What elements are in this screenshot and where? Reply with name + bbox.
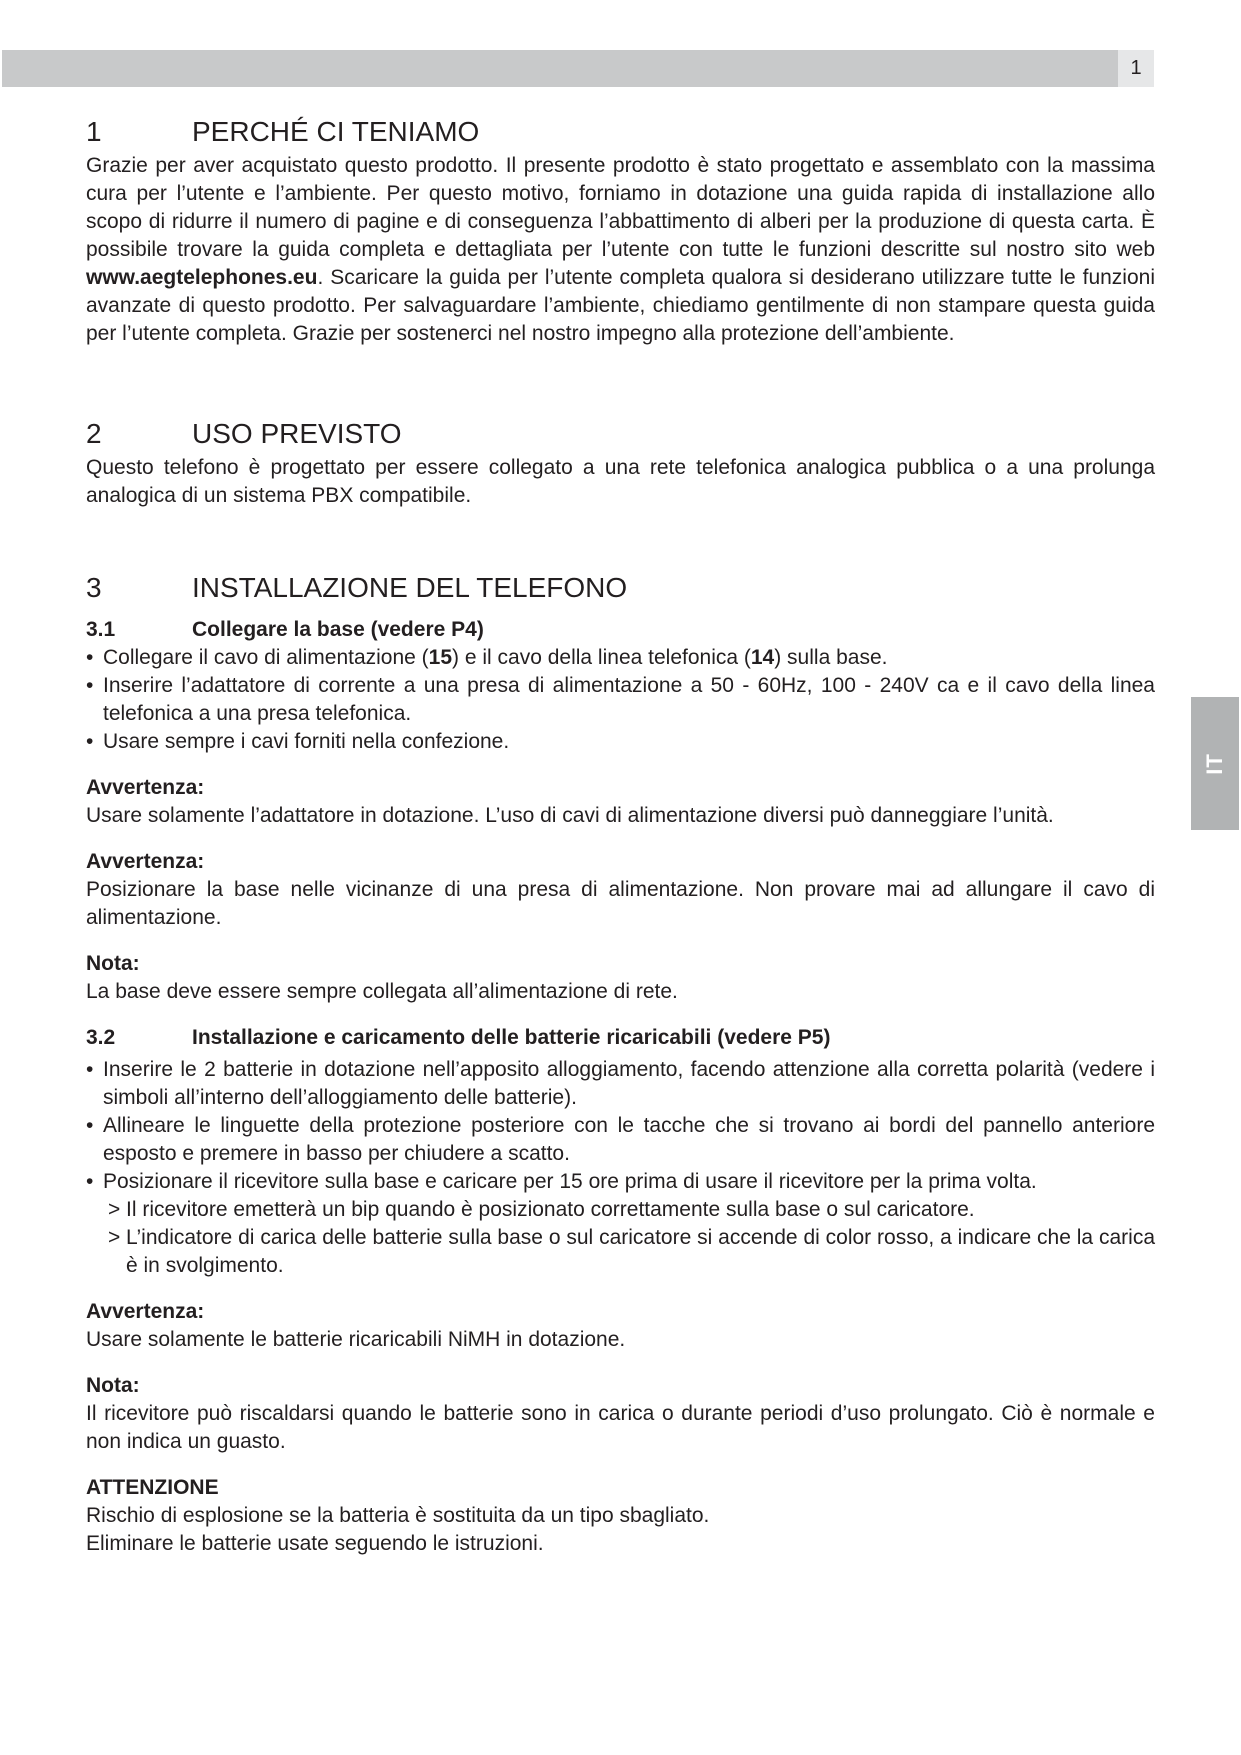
subsection-title: Installazione e caricamento delle batterie ricaricabili (vedere P5): [192, 1026, 831, 1049]
language-tab-label: IT: [1202, 752, 1227, 775]
header-bar: [2, 50, 1118, 87]
section-2-body: Questo telefono è progettato per essere collegato a una rete telefonica analogica pubblica o a una prolunga analogica di un sistema PBX compatibile.: [86, 456, 1155, 507]
section-title: PERCHÉ CI TENIAMO: [192, 116, 480, 147]
sub-list: [108, 1196, 1155, 1280]
page-number: 1: [1118, 50, 1154, 87]
warning-label: Avvertenza:: [86, 850, 205, 873]
subsection-number: 3.1: [86, 618, 116, 641]
list-item: [86, 644, 1155, 672]
subsection-3-1-list: [86, 644, 1155, 756]
section-number: 1: [86, 116, 102, 147]
subsection-number: 3.2: [86, 1026, 116, 1049]
document-content: [86, 114, 1155, 1558]
section-title: USO PREVISTO: [192, 418, 402, 449]
list-item-text: Collegare il cavo di alimentazione (: [103, 646, 429, 669]
warning-text: Usare solamente le batterie ricaricabili NiMH in dotazione.: [86, 1328, 626, 1351]
section-2-heading: [86, 416, 1155, 452]
attention-text: Eliminare le batterie usate seguendo le istruzioni.: [86, 1532, 544, 1555]
section-number: 3: [86, 572, 102, 603]
subsection-3-2-heading: [86, 1024, 1155, 1052]
attention-label: ATTENZIONE: [86, 1476, 219, 1499]
list-item: • Allineare le linguette della protezione posteriore con le tacche che si trovano ai bordi del pannello anteriore esposto e premere in basso per chiudere a scatto.: [86, 1112, 1155, 1168]
list-item: • Inserire le 2 batterie in dotazione nell’apposito alloggiamento, facendo attenzione alla corretta polarità (vedere i simboli all’interno dell’alloggiamento delle batterie).: [86, 1056, 1155, 1112]
list-item-text: ) sulla base.: [774, 646, 888, 669]
callout-number: 14: [750, 646, 775, 669]
note-label: Nota:: [86, 952, 140, 975]
list-item: • Usare sempre i cavi forniti nella confezione.: [86, 728, 1155, 756]
warning-text: Usare solamente l’adattatore in dotazione. L’uso di cavi di alimentazione diversi può danneggiare l’unità.: [86, 804, 1054, 827]
section-number: 2: [86, 418, 102, 449]
warning-text: Posizionare la base nelle vicinanze di una presa di alimentazione. Non provare mai ad allungare il cavo di alimentazione.: [86, 878, 1155, 929]
note-label: Nota:: [86, 1374, 140, 1397]
section-1-heading: [86, 114, 1155, 150]
section-title: INSTALLAZIONE DEL TELEFONO: [192, 572, 628, 603]
subsection-title: Collegare la base (vedere P4): [192, 618, 484, 641]
warning-label: Avvertenza:: [86, 776, 205, 799]
list-item: [86, 1168, 1155, 1280]
sub-list-item: > L’indicatore di carica delle batterie sulla base o sul caricatore si accende di color rosso, a indicare che la carica è in svolgimento.: [108, 1224, 1155, 1280]
sub-list-item: > Il ricevitore emetterà un bip quando è posizionato correttamente sulla base o sul caricatore.: [108, 1196, 1155, 1224]
list-item-text: Posizionare il ricevitore sulla base e caricare per 15 ore prima di usare il ricevitore per la prima volta.: [103, 1170, 1037, 1193]
section-1-body: [86, 152, 1155, 348]
body-text: Grazie per aver acquistato questo prodotto. Il presente prodotto è stato progettato e assemblato con la massima cura per l’utente e l’ambiente. Per questo motivo, forniamo in dotazione una guida rapida di installazione allo scopo di ridurre il numero di pagine e di conseguenza l’abbattimento di alberi per la produzione di questa carta. È possibile trovare la guida completa e dettagliata per l’utente con tutte le funzioni descritte sul nostro sito web: [86, 154, 1155, 261]
section-3-heading: [86, 570, 1155, 606]
warning-label: Avvertenza:: [86, 1300, 205, 1323]
note-text: La base deve essere sempre collegata all’alimentazione di rete.: [86, 980, 678, 1003]
note-text: Il ricevitore può riscaldarsi quando le batterie sono in carica o durante periodi d’uso prolungato. Ciò è normale e non indica un guasto.: [86, 1402, 1155, 1453]
website-link[interactable]: www.aegtelephones.eu: [86, 266, 318, 289]
list-item-text: ) e il cavo della linea telefonica (: [452, 646, 751, 669]
language-tab: [1191, 697, 1239, 830]
body-text: . Scaricare la guida per l’utente completa qualora si desiderano utilizzare tutte le funzioni avanzate di questo prodotto. Per salvaguardare l’ambiente, chiediamo gentilmente di non stampare questa guida per l’utente completa. Grazie per sostenerci nel nostro impegno alla protezione dell’ambiente.: [86, 266, 1155, 345]
callout-number: 15: [428, 646, 453, 669]
attention-text: Rischio di esplosione se la batteria è sostituita da un tipo sbagliato.: [86, 1504, 710, 1527]
list-item: • Inserire l’adattatore di corrente a una presa di alimentazione a 50 - 60Hz, 100 - 240V ca e il cavo della linea telefonica a una presa telefonica.: [86, 672, 1155, 728]
subsection-3-2-list: [86, 1056, 1155, 1280]
subsection-3-1-heading: [86, 616, 1155, 644]
